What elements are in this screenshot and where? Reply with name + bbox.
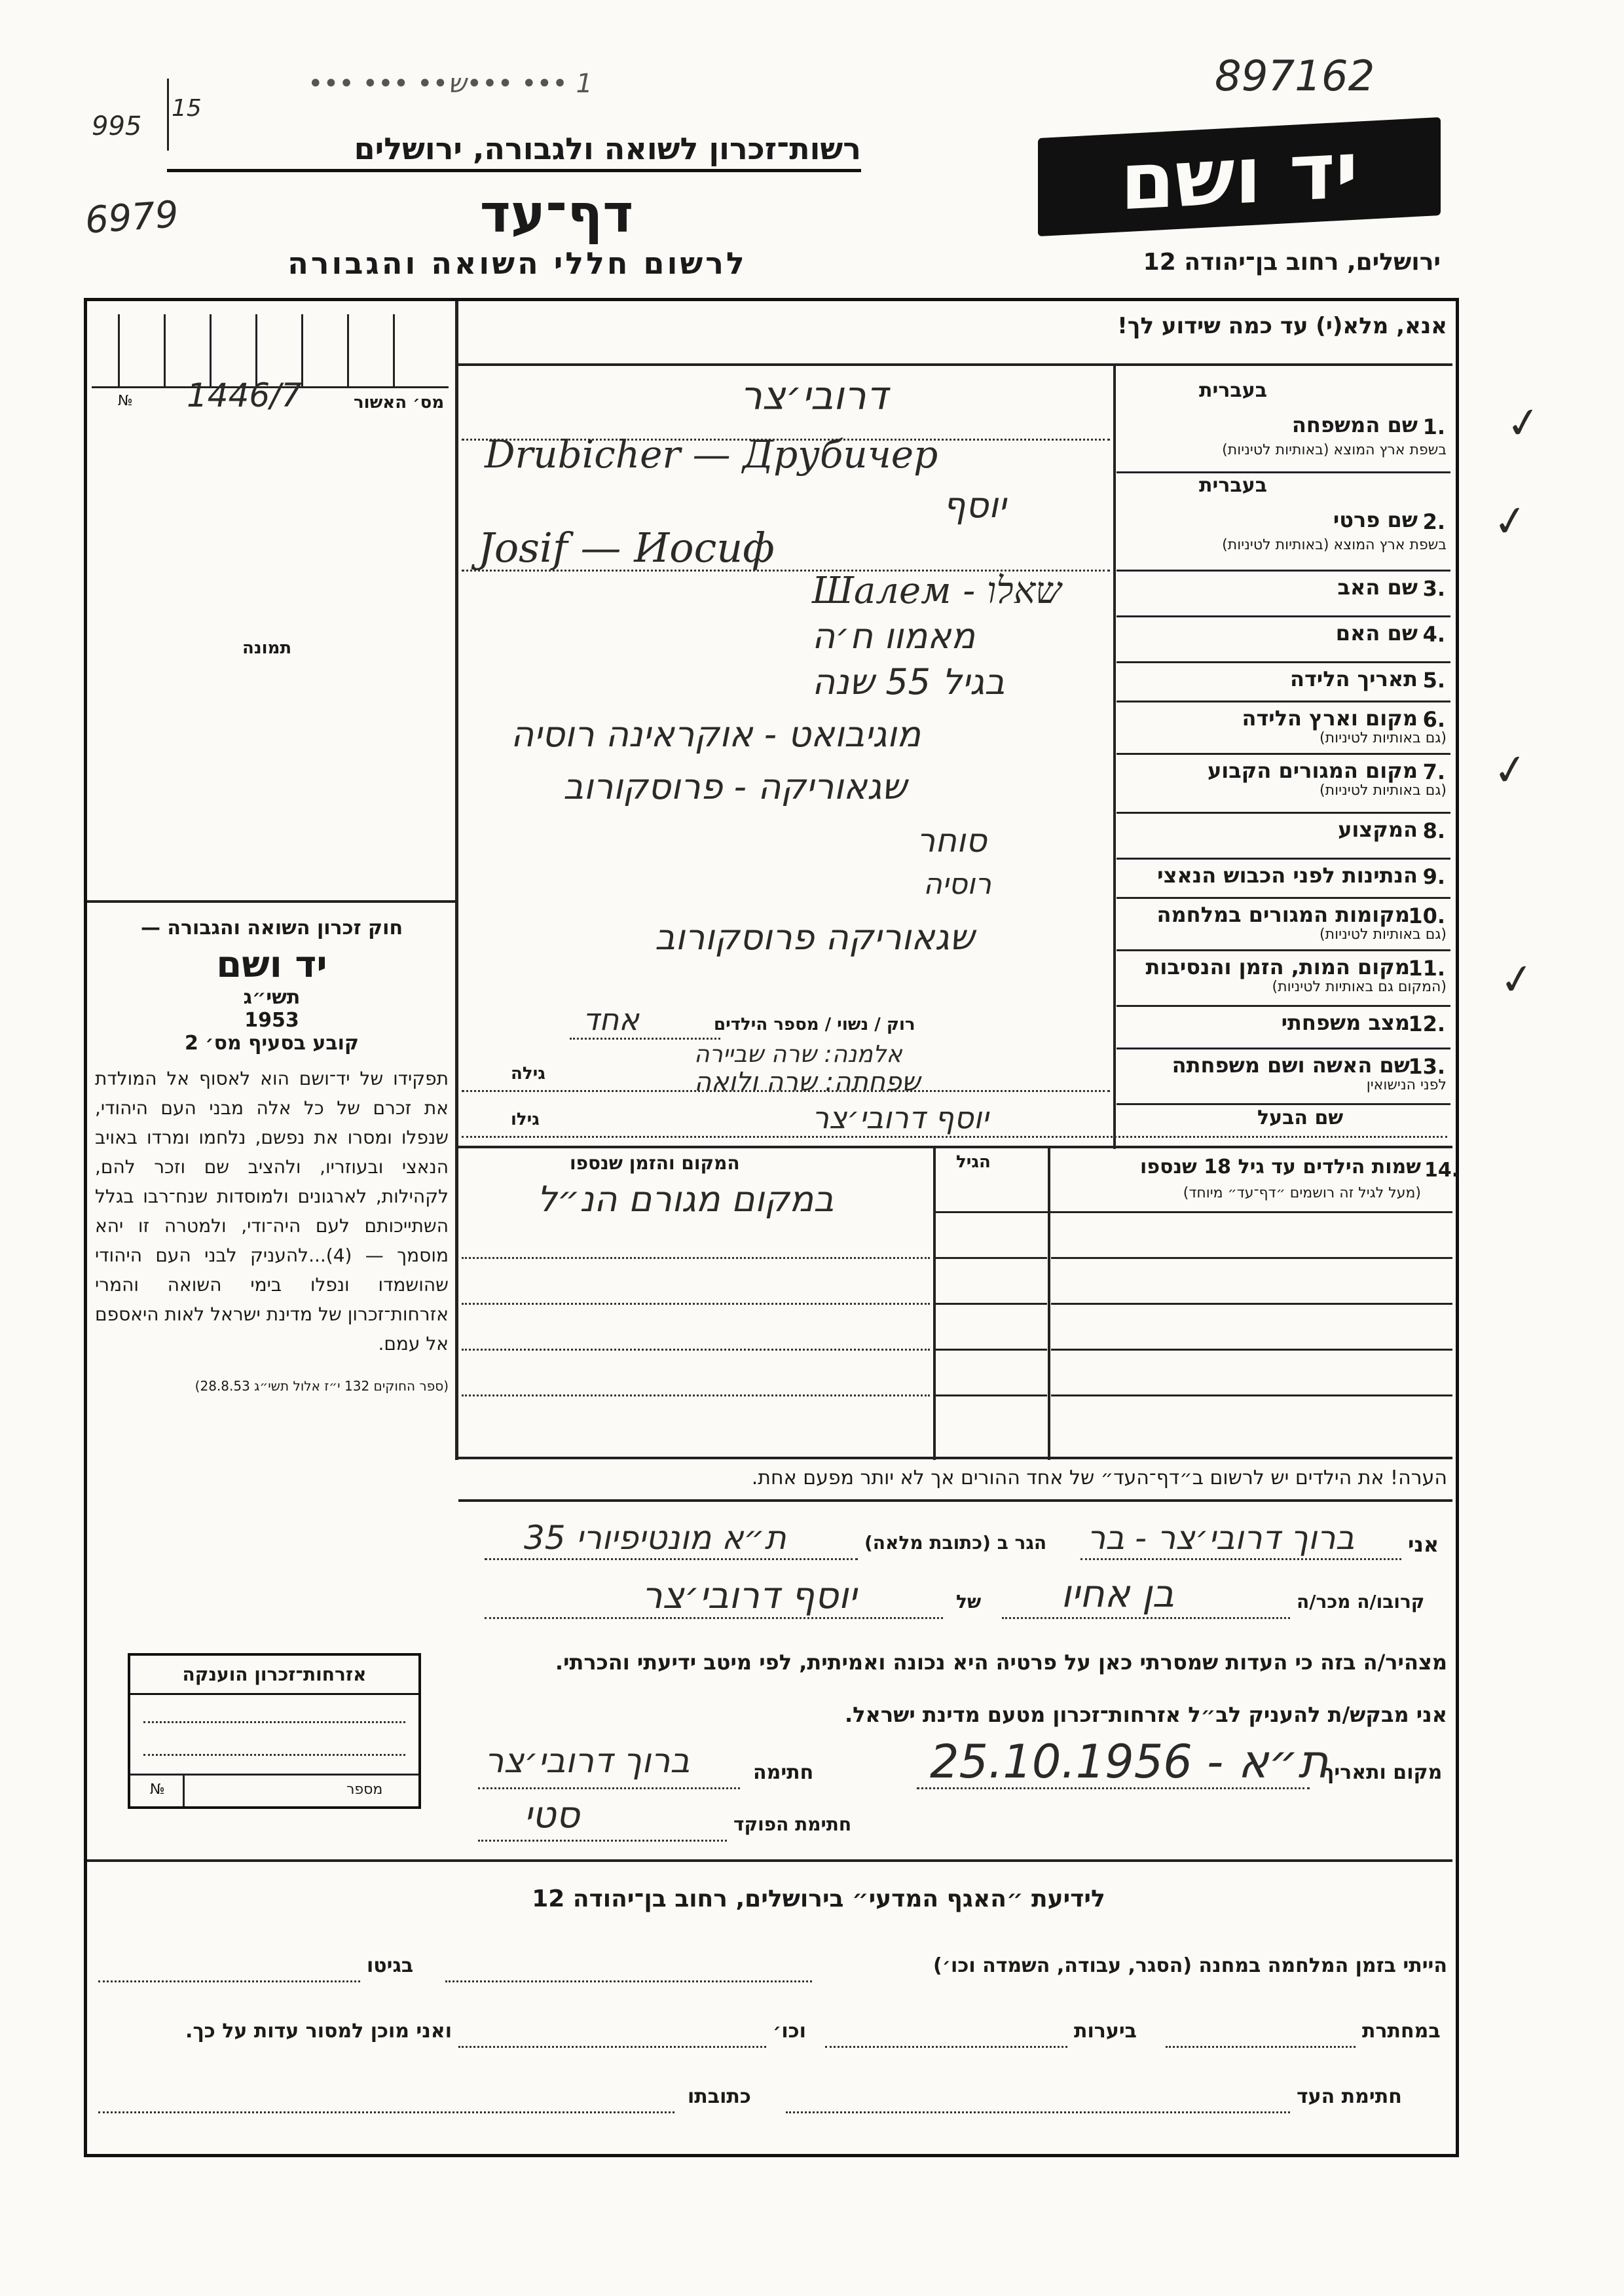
declaration-of-value: יוסף דרובי׳צר — [642, 1575, 857, 1617]
value-wartime-residence: שגאוריקה פרוסקורוב — [655, 917, 975, 958]
bottom-testimony-label: ואני מוכן למסור עדות על כך. — [185, 2020, 452, 2043]
value-family-latin: Drubicher — Друбичер — [485, 432, 938, 477]
field-label: תאריך הלידה — [1289, 666, 1418, 691]
field-sublabel: (גם באותיות לטיניות) — [1320, 782, 1447, 799]
declarant-signature: ברוך דרובי׳צר — [485, 1741, 690, 1781]
bottom-heading: לידיעת ״האגף המדעי״ בירושלים, רחוב בן־יהודה 12 — [532, 1886, 1105, 1912]
registration-number: 1446/7 — [187, 376, 302, 414]
value-residence: שגאוריקה - פרוסקורוב — [563, 766, 907, 807]
field-number: 13. — [1408, 1054, 1445, 1079]
value-father: Шалем - שאלו — [812, 570, 1061, 612]
header-address: ירושלים, רחוב בן־יהודה 12 — [1143, 249, 1441, 276]
field-hebrew-label: בעברית — [1199, 379, 1267, 402]
husband-age-label: גילו — [511, 1110, 540, 1129]
value-children-count: אחד — [583, 1002, 639, 1037]
field-row — [1116, 570, 1450, 617]
children-place-header: המקום והזמן שנספו — [570, 1152, 740, 1174]
field-row — [1116, 753, 1450, 814]
declaration-of-label: של — [956, 1591, 982, 1613]
field-label: שם האם — [1335, 621, 1418, 646]
top-number-annotation: 897162 — [1215, 52, 1375, 101]
field-row — [1116, 897, 1450, 951]
field-label: שם האב — [1337, 575, 1418, 600]
check-mark: ✓ — [1490, 744, 1532, 797]
field-hebrew-label: בעברית — [1199, 474, 1267, 497]
field-row — [1116, 812, 1450, 860]
bottom-forests-label: ביערות — [1074, 2020, 1137, 2043]
value-first-latin: Josif — Иосиф — [478, 524, 775, 572]
field-label: מצב משפחתי — [1281, 1010, 1410, 1035]
value-wife: אלמנה: שרה שביירה — [694, 1041, 902, 1068]
place-date-label: מקום ותאריך — [1323, 1761, 1443, 1784]
field-number: 4. — [1422, 622, 1445, 647]
officer-signature-label: חתימת הפוקד — [733, 1813, 852, 1835]
field-number: 12. — [1408, 1011, 1445, 1036]
field-label: מקומות המגורים במלחמה — [1156, 902, 1410, 927]
field-row — [1116, 1005, 1450, 1049]
field-label: מקום המות, הזמן והנסיבות — [1145, 955, 1410, 979]
form-title: דף־עד — [479, 183, 634, 244]
field-number: 3. — [1422, 576, 1445, 601]
value-citizenship: רוסיה — [923, 867, 991, 901]
bottom-ghetto-label: בגיטו — [367, 1954, 414, 1977]
field-sublabel: בשפת ארץ המוצא (באותיות לטיניות) — [1222, 442, 1447, 458]
field-number: 9. — [1422, 864, 1445, 889]
field-sublabel: (גם באותיות לטיניות) — [1320, 926, 1447, 943]
children-age-header: הגיל — [956, 1152, 991, 1172]
field-number: 10. — [1408, 903, 1445, 928]
law-year: 1953 — [244, 1009, 299, 1032]
field-sublabel: (גם באותיות לטיניות) — [1320, 730, 1447, 746]
field-label: מקום המגורים הקבוע — [1207, 758, 1418, 783]
declarant-relation: בן אחיו — [1061, 1571, 1175, 1616]
citizenship-number-label: מספר — [346, 1781, 383, 1798]
field-number: 11. — [1408, 956, 1445, 981]
declaration-resides-label: הגר ב (כתובת מלאה) — [864, 1532, 1047, 1554]
registration-no-label: № — [118, 393, 133, 409]
signature-label: חתימה — [753, 1761, 814, 1784]
field-row — [1116, 661, 1450, 702]
citizenship-no-label: № — [150, 1781, 165, 1798]
instruction-text: אנא, מלא(י) עד כמה שידוע לך! — [1117, 313, 1447, 339]
field-sublabel: בשפת ארץ המוצא (באותיות לטיניות) — [1222, 537, 1447, 553]
citizenship-box-title: אזרחות־זכרון הוענקה — [130, 1656, 418, 1695]
law-source: (ספר החוקים 132 י״ז אלול תשי״ג 28.8.53) — [194, 1378, 449, 1394]
field-number: 6. — [1422, 707, 1445, 732]
field-row — [1116, 1048, 1450, 1105]
value-mother: מאמוו ח׳ה — [812, 615, 976, 657]
children-place-value: במקום מגורם הנ״ל — [537, 1178, 834, 1220]
place-date-value: ת״א - 25.10.1956 — [930, 1735, 1329, 1789]
declarant-address: ת״א מונטיפיורי 35 — [524, 1519, 786, 1557]
field-label: המקצוע — [1338, 817, 1418, 842]
bottom-address-label: כתובתו — [688, 2085, 751, 2108]
declaration-relative-label: קרובו/ה מכר/ה — [1297, 1591, 1425, 1613]
field-sublabel: (המקום גם באותיות לטיניות) — [1272, 979, 1447, 995]
law-block — [95, 917, 449, 1394]
law-title: חוק זכרון השואה והגבורה — — [140, 917, 403, 939]
law-year-hebrew: תשי״ג — [243, 986, 301, 1009]
logo-text: יד ושם — [1120, 124, 1359, 228]
yad-vashem-logo — [1038, 117, 1441, 236]
husband-label: שם הבעל — [1257, 1106, 1344, 1129]
field-row — [1116, 471, 1450, 572]
value-husband: יוסף דרובי׳צר — [812, 1100, 989, 1135]
check-mark: ✓ — [1490, 495, 1532, 549]
children-title: שמות הילדים עד גיל 18 שנספו — [1140, 1156, 1421, 1178]
field-label: שם פרטי — [1333, 507, 1418, 532]
declaration-request: אני מבקש/ת להעניק לב״ל אזרחות־זכרון מטעם מדינת ישראל. — [845, 1702, 1447, 1727]
field-label: מקום וארץ הלידה — [1242, 706, 1418, 731]
field-row — [1116, 376, 1450, 473]
bottom-underground-label: במחתרת — [1362, 2020, 1441, 2043]
bottom-camp-label: הייתי בזמן המלחמה במחנה (הסגר, עבודה, השמדה וכו׳) — [933, 1954, 1447, 1977]
field-row — [1116, 615, 1450, 663]
top-handwritten-note: 1 ••• •••ש•• ••• ••• — [308, 69, 593, 99]
wife-age-label: גילה — [511, 1064, 545, 1084]
memorial-citizenship-box — [128, 1653, 421, 1809]
bottom-etc-label: וכו׳ — [773, 2020, 806, 2043]
declaration-statement: מצהיר/ה בזה כי העדות שמסרתי כאן על פרטיה היא נכונה ואמיתית, לפי מיטב ידיעתי והכרתי. — [555, 1650, 1447, 1675]
value-wife-maiden: שפחתה: שרה ולואה — [694, 1067, 921, 1097]
declarant-name: ברוך דרובי׳צר - בר — [1087, 1519, 1355, 1557]
field-row — [1116, 701, 1450, 755]
value-birthplace: מוגיבואט - אוקראינה רוסיה — [511, 714, 921, 755]
left-code-annotation-2: 15 — [172, 95, 202, 122]
value-family-hebrew: דרובי׳צר — [740, 373, 888, 419]
children-num: 14. — [1424, 1159, 1460, 1182]
check-mark: ✓ — [1503, 397, 1545, 450]
children-subtitle: (מעל לגיל זה רושמים ״דף־עד״ מיוחד) — [1183, 1185, 1421, 1201]
field-row — [1116, 858, 1450, 899]
law-body: תפקידו של יד־ושם הוא לאסוף אל המולדת את זכרם של כל אלה מבני העם היהודי, שנפלו ומסרו את נפשם, נלחמו ומרדו באויב הנאצי ובעוזריו, ולהציב שם וזכר להם, לקהילות, לארגונים ולמוסדות שנח־רבו בגלל השתייכותם לעם היה־ודי, ולמטרה זו יהא מוסמך — (4)...להעניק לבני העם היהודי שהושמדו ונפלו בימי השואה והמרי אזרחות־זכרון של מדינת ישראל לאות היאספם אל עמם. — [95, 1068, 449, 1355]
declaration-i-label: אני — [1408, 1532, 1439, 1557]
form-subtitle: לרשום חללי השואה והגבורה — [287, 246, 747, 281]
bottom-witness-signature-label: חתימת העד — [1297, 2085, 1402, 2108]
field-label: הנתינות לפני הכבוש הנאצי — [1157, 863, 1418, 888]
field-sublabel: לפני הנישואין — [1366, 1077, 1447, 1093]
check-mark: ✓ — [1496, 953, 1538, 1007]
value-first-hebrew: יוסף — [943, 484, 1006, 526]
law-section: קובע בסעיף מס׳ 2 — [184, 1032, 360, 1055]
field-row — [1116, 949, 1450, 1007]
field-label: שם האשה ושם משפחתה — [1172, 1053, 1410, 1078]
value-birth-date: בגיל 55 שנה — [812, 661, 1005, 702]
marital-options: רוק / נשוי / מספר הילדים — [714, 1015, 915, 1034]
field-number: 8. — [1422, 818, 1445, 843]
law-name: יד ושם — [216, 943, 327, 986]
value-occupation: סוחר — [917, 822, 987, 860]
field-number: 1. — [1422, 414, 1445, 439]
photo-label: תמונה — [242, 638, 292, 658]
field-number: 5. — [1422, 668, 1445, 693]
field-label: שם המשפחה — [1291, 412, 1418, 437]
field-number: 7. — [1422, 759, 1445, 784]
note-text: הערה! את הילדים יש לרשום ב״דף־העד״ של אחד ההורים אך לא יותר מפעם אחת. — [751, 1467, 1447, 1489]
authority-name: רשות־זכרון לשואה ולגבורה, ירושלים — [167, 131, 861, 172]
field-number: 2. — [1422, 509, 1445, 534]
left-code-annotation-3: 6979 — [83, 193, 180, 242]
officer-signature: סטי — [524, 1794, 580, 1836]
registration-label: מס׳ האשור — [354, 393, 445, 412]
left-code-annotation: 995 — [92, 111, 142, 141]
